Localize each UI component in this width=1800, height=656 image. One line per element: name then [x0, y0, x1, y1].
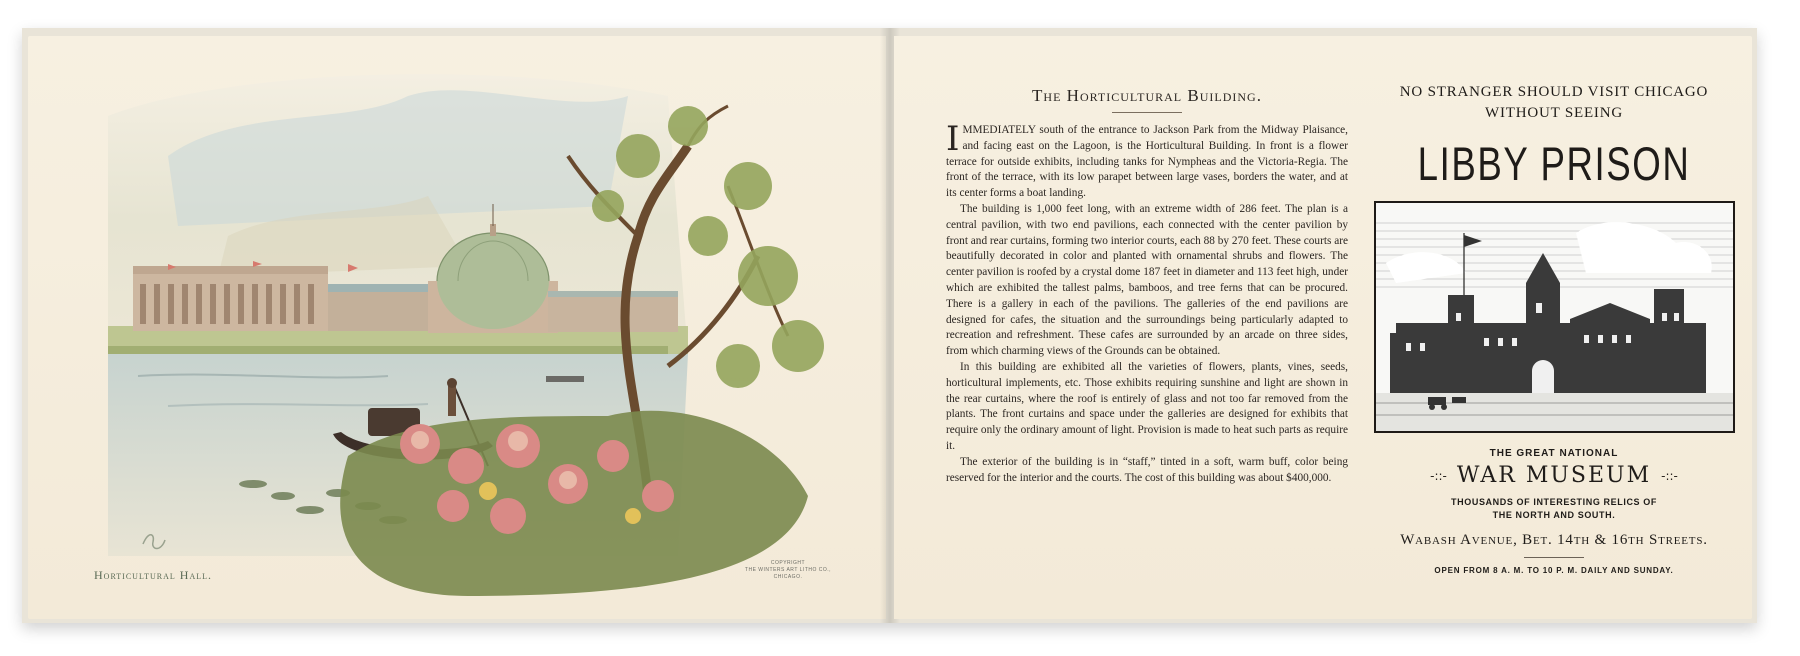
ad-headline-line-1: NO STRANGER SHOULD VISIT CHICAGO	[1399, 84, 1709, 100]
illustration-caption: Horticultural Hall.	[94, 568, 212, 582]
war-museum-title: WAR MUSEUM	[1456, 463, 1652, 488]
article-title: The Horticultural Building.	[1032, 86, 1262, 105]
copyright-line-1: COPYRIGHT	[770, 560, 806, 566]
ad-headline-line-2: WITHOUT SEEING	[1485, 105, 1623, 121]
horticultural-hall-illustration	[48, 36, 878, 619]
copyright-line-2: THE WINTERS ART LITHO CO., CHICAGO.	[744, 567, 832, 580]
article-paragraph-2: The building is 1,000 feet long, with an extreme width of 286 feet. The plan is a central pavilion, with two end pavilions, each connected with the center pavilion by front and rear curtains, forming two interior courts, each 88 by 270 feet. These courts are beautifully decorated in color and planted with ornamental shrubs and flowers. The center pavilion is roofed by a crystal dome 187 feet in diameter and 113 feet high, under which are exhibited the tallest palms, bamboos, and tree ferns that can be procured. There is a gallery in each of the pavilions. The galleries of the end pavilions are designed for cafes, the situation and the surroundings being particularly adapted to recreation and refreshment. These cafes are surrounded by an arcade on three sides, from which charming views of the Grounds can be obtained.	[946, 202, 1348, 358]
relics-line-2: THE NORTH AND SOUTH.	[1492, 510, 1616, 520]
address-rule	[1524, 557, 1584, 558]
museum-address: Wabash Avenue, Bet. 14th & 16th Streets.	[1400, 532, 1708, 548]
horticultural-article	[946, 86, 1348, 486]
article-paragraph-4: The exterior of the building is in “staff,” tinted in a soft, warm buff, color being reserved for the interior and the courts. The cost of this building was about $400,000.	[946, 455, 1348, 484]
paragraph-1-text: MMEDIATELY south of the entrance to Jackson Park from the Midway Plaisance, and facing east on the Lagoon, is the Horticultural Building. In front is a flower terrace for outside exhibits, including tanks for Nympheas and the Victoria-Regia. The front of the terrace, with its low parapet between large vases, borders the water, and at its center forms a boat landing.	[946, 124, 1348, 200]
article-paragraph-1	[946, 119, 1348, 202]
article-paragraph-3: In this building are exhibited all the varieties of flowers, plants, vines, seeds, horticultural implements, etc. Those exhibits requiring sunshine and light are shown in the rear curtains, where the roof is entirely of glass and not too far removed from the plants. The front curtains and space under the galleries are designed for exhibits that require only the ordinary amount of light. Provision is made to heat such parts as require it.	[946, 360, 1348, 452]
ornament-right: -::-	[1661, 468, 1678, 483]
drop-cap: I	[946, 119, 960, 159]
relics-text	[1364, 496, 1744, 522]
ad-headline	[1364, 82, 1744, 124]
libby-prison-advertisement	[1364, 82, 1744, 575]
opening-hours: OPEN FROM 8 A. M. TO 10 P. M. DAILY AND SUNDAY.	[1434, 566, 1674, 575]
right-page	[894, 36, 1752, 619]
open-booklet	[22, 28, 1757, 623]
ad-title: LIBBY PRISON	[1417, 137, 1691, 190]
ad-subtitle: THE GREAT NATIONAL	[1489, 448, 1619, 459]
museum-row	[1364, 463, 1744, 488]
relics-line-1: THOUSANDS OF INTERESTING RELICS OF	[1451, 497, 1657, 507]
libby-prison-engraving	[1374, 201, 1735, 433]
title-rule	[1112, 112, 1182, 113]
left-page	[28, 36, 886, 619]
ornament-left: -::-	[1430, 468, 1447, 483]
lithograph-copyright	[733, 560, 843, 581]
